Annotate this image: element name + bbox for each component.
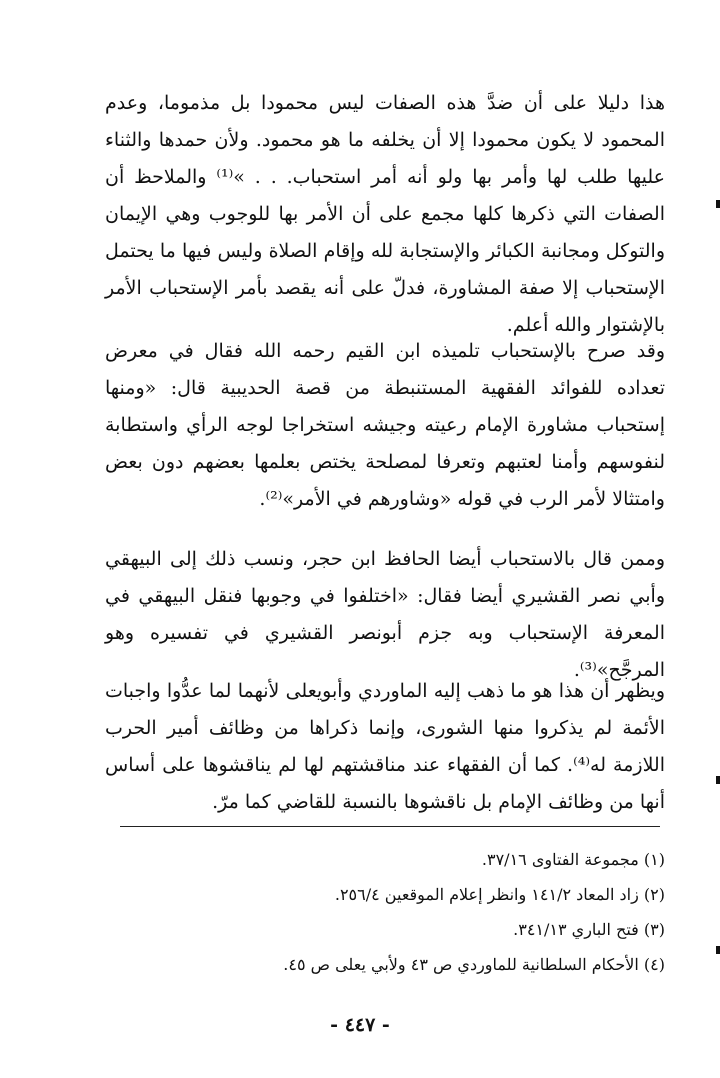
- scan-edge-mark: [716, 200, 720, 208]
- page-number: - ٤٤٧ -: [330, 1014, 390, 1036]
- scan-edge-mark: [716, 776, 720, 784]
- paragraph-3: وممن قال بالاستحباب أيضا الحافظ ابن حجر، ونسب ذلك إلى البيهقي وأبي نصر القشيري أيضا فقال: «اختلفوا في وجوبها فنقل البيهقي في المعرفة الإستحباب وبه جزم أبونصر القشيري في تفسيره وهو المرجَّح»⁽³⁾.: [105, 548, 665, 681]
- paragraph-2: وقد صرح بالإستحباب تلميذه ابن القيم رحمه الله فقال في معرض تعداده للفوائد الفقهية المستنبطة من قصة الحديبية قال: «ومنها إستحباب مشاورة الإمام رعيته وجيشه استخراجا لوجه الرأي واستطابة لنفوسهم وأمنا لعتبهم وتعرفا لمصلحة يختص بعلمها بعضهم دون بعض وامتثالا لأمر الرب في قوله «وشاورهم في الأمر»⁽²⁾.: [105, 340, 665, 510]
- footnote-4: (٤) الأحكام السلطانية للماوردي ص ٤٣ ولأبي يعلى ص ٤٥.: [283, 955, 665, 974]
- footnote-2: (٢) زاد المعاد ١٤١/٢ وانظر إعلام الموقعين ٢٥٦/٤.: [334, 885, 665, 904]
- footnote-separator: [120, 826, 660, 827]
- paragraph-1: هذا دليلا على أن ضدَّ هذه الصفات ليس محمودا بل مذموما، وعدم المحمود لا يكون محمودا إلا أن يخلفه ما هو محمود. ولأن حمدها والثناء عليها طلب لها وأمر بها ولو أنه أمر استحباب. . . »⁽¹⁾ والملاحظ أن الصفات التي ذكرها كلها مجمع على أن الأمر بها للوجوب وهي الإيمان والتوكل ومجانبة الكبائر والإستجابة لله وإقام الصلاة وليس فيها ما يحتمل الإستحباب إلا صفة المشاورة، فدلّ على أنه يقصد بأمر الإستحباب الأمر بالإشتوار والله أعلم.: [105, 92, 665, 336]
- footnote-1: (١) مجموعة الفتاوى ٣٧/١٦.: [481, 850, 665, 869]
- footnotes: [180, 842, 665, 982]
- scan-edge-mark: [716, 946, 720, 954]
- footnote-3: (٣) فتح الباري ٣٤١/١٣.: [513, 920, 665, 939]
- paragraph-4: ويظهر أن هذا هو ما ذهب إليه الماوردي وأبويعلى لأنهما لما عدُّوا واجبات الأئمة لم يذكروا منها الشورى، وإنما ذكراها من وظائف أمير الحرب اللازمة له⁽⁴⁾. كما أن الفقهاء عند مناقشتهم لها لم يناقشوها على أساس أنها من وظائف الإمام بل ناقشوها بالنسبة للقاضي كما مرّ.: [105, 680, 665, 813]
